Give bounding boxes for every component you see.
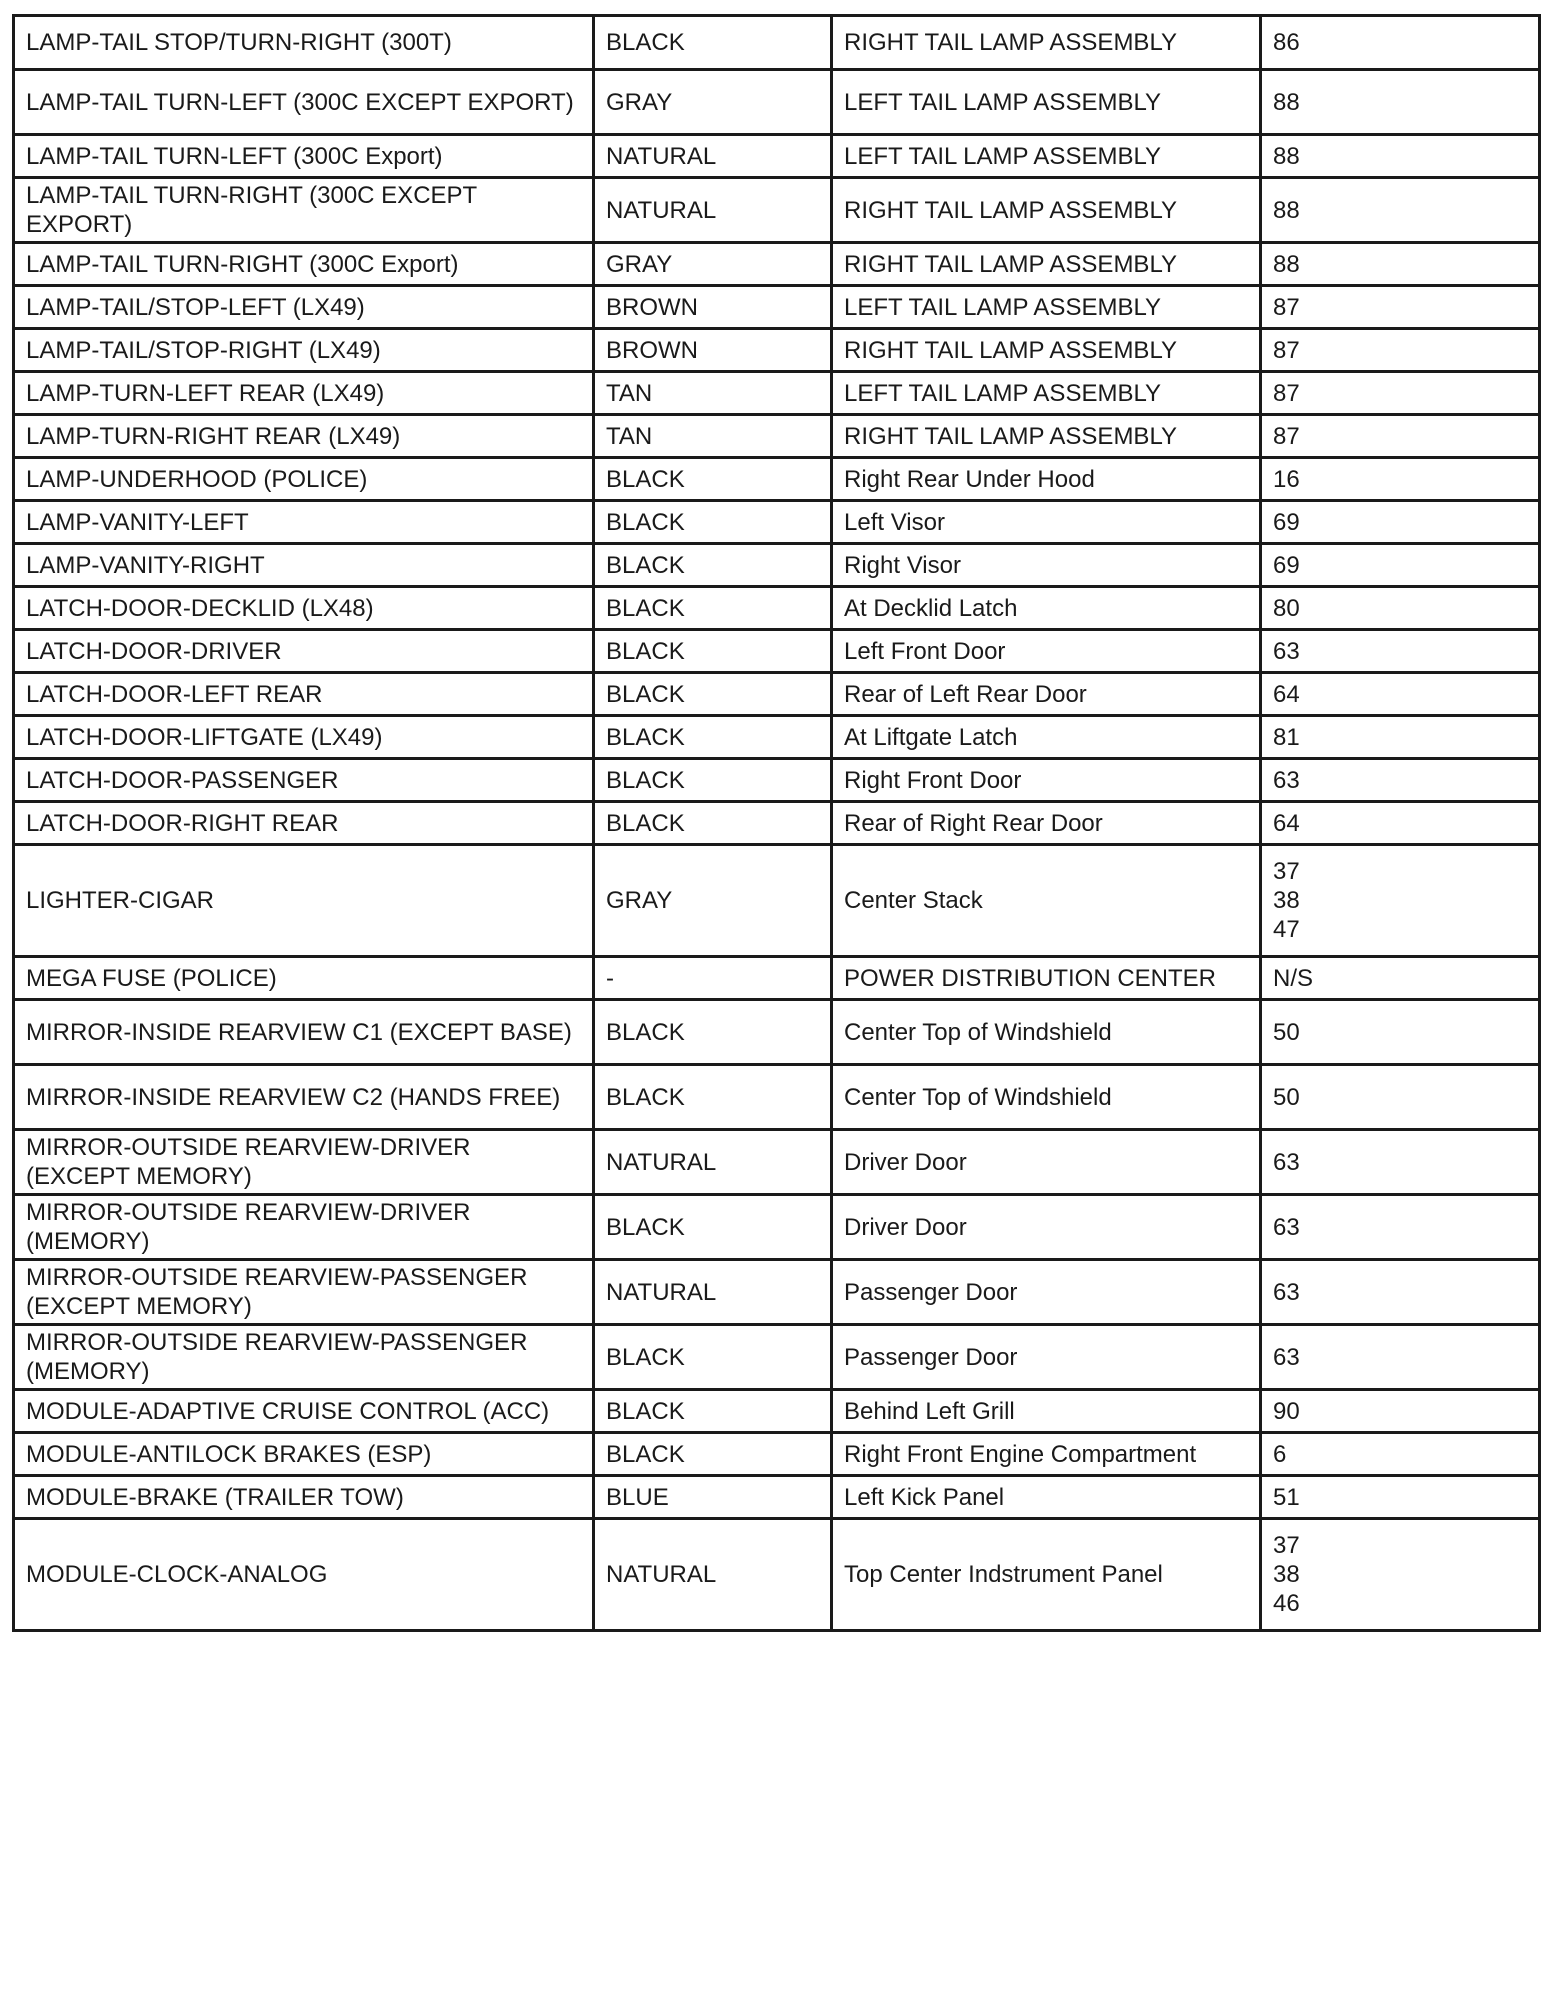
figure-number-cell xyxy=(1261,544,1540,587)
connector-color-cell: BLACK xyxy=(594,1065,832,1130)
figure-number: 50 xyxy=(1273,1083,1300,1111)
figure-number-cell xyxy=(1261,178,1540,243)
figure-number-cell xyxy=(1261,1195,1540,1260)
figure-number-cell xyxy=(1261,1260,1540,1325)
connector-location-cell: Top Center Indstrument Panel xyxy=(832,1519,1261,1631)
connector-location-cell: Right Rear Under Hood xyxy=(832,458,1261,501)
table-row xyxy=(14,587,1540,630)
table-row xyxy=(14,70,1540,135)
connector-location-cell: LEFT TAIL LAMP ASSEMBLY xyxy=(832,372,1261,415)
figure-number: 38 xyxy=(1273,1561,1300,1588)
figure-number: 88 xyxy=(1273,142,1300,170)
connector-name-cell: MIRROR-OUTSIDE REARVIEW-DRIVER (MEMORY) xyxy=(14,1195,594,1260)
figure-number: 90 xyxy=(1273,1397,1300,1425)
table-row xyxy=(14,415,1540,458)
connector-location-cell: RIGHT TAIL LAMP ASSEMBLY xyxy=(832,16,1261,70)
figure-number-cell xyxy=(1261,286,1540,329)
connector-color-cell: GRAY xyxy=(594,845,832,957)
figure-number-cell xyxy=(1261,1476,1540,1519)
connector-color-cell: BROWN xyxy=(594,329,832,372)
table-row xyxy=(14,759,1540,802)
connector-color-cell: BLACK xyxy=(594,587,832,630)
figure-number: 64 xyxy=(1273,809,1300,837)
connector-name-cell: LAMP-TAIL TURN-RIGHT (300C Export) xyxy=(14,243,594,286)
connector-name-cell: MIRROR-INSIDE REARVIEW C2 (HANDS FREE) xyxy=(14,1065,594,1130)
connector-location-cell: Rear of Right Rear Door xyxy=(832,802,1261,845)
connector-location-cell: Right Front Door xyxy=(832,759,1261,802)
table-body xyxy=(14,16,1540,1631)
connector-color-cell: BLACK xyxy=(594,802,832,845)
figure-number-cell xyxy=(1261,630,1540,673)
connector-name-cell: MODULE-CLOCK-ANALOG xyxy=(14,1519,594,1631)
connector-color-cell: BROWN xyxy=(594,286,832,329)
table-row xyxy=(14,957,1540,1000)
figure-number: 69 xyxy=(1273,508,1300,536)
figure-number: 88 xyxy=(1273,196,1300,224)
figure-number: 63 xyxy=(1273,1278,1300,1306)
table-row xyxy=(14,1433,1540,1476)
connector-location-cell: RIGHT TAIL LAMP ASSEMBLY xyxy=(832,243,1261,286)
table-row xyxy=(14,544,1540,587)
figure-number-cell xyxy=(1261,957,1540,1000)
figure-number-cell xyxy=(1261,458,1540,501)
table-row xyxy=(14,1065,1540,1130)
table-row xyxy=(14,1000,1540,1065)
connector-name-cell: LAMP-VANITY-RIGHT xyxy=(14,544,594,587)
table-row xyxy=(14,329,1540,372)
table-row xyxy=(14,673,1540,716)
connector-color-cell: - xyxy=(594,957,832,1000)
figure-number-cell xyxy=(1261,501,1540,544)
table-row xyxy=(14,135,1540,178)
figure-number: 87 xyxy=(1273,379,1300,407)
connector-location-cell: LEFT TAIL LAMP ASSEMBLY xyxy=(832,135,1261,178)
figure-number: 37 xyxy=(1273,1532,1300,1559)
connector-name-cell: LATCH-DOOR-RIGHT REAR xyxy=(14,802,594,845)
connector-color-cell: BLACK xyxy=(594,1433,832,1476)
connector-color-cell: NATURAL xyxy=(594,1519,832,1631)
connector-color-cell: BLUE xyxy=(594,1476,832,1519)
connector-name-cell: MIRROR-INSIDE REARVIEW C1 (EXCEPT BASE) xyxy=(14,1000,594,1065)
connector-color-cell: BLACK xyxy=(594,458,832,501)
figure-number: 6 xyxy=(1273,1440,1287,1468)
figure-number-cell xyxy=(1261,673,1540,716)
table-row xyxy=(14,716,1540,759)
table-row xyxy=(14,178,1540,243)
connector-location-cell: RIGHT TAIL LAMP ASSEMBLY xyxy=(832,329,1261,372)
figure-number: 80 xyxy=(1273,594,1300,622)
figure-number: 50 xyxy=(1273,1018,1300,1046)
figure-number: 63 xyxy=(1273,1343,1300,1371)
figure-number-cell xyxy=(1261,1065,1540,1130)
figure-number-cell xyxy=(1261,1390,1540,1433)
connector-location-cell: RIGHT TAIL LAMP ASSEMBLY xyxy=(832,178,1261,243)
connector-color-cell: BLACK xyxy=(594,759,832,802)
figure-number-cell xyxy=(1261,759,1540,802)
connector-name-cell: LATCH-DOOR-PASSENGER xyxy=(14,759,594,802)
connector-location-cell: POWER DISTRIBUTION CENTER xyxy=(832,957,1261,1000)
connector-color-cell: NATURAL xyxy=(594,1260,832,1325)
table-row xyxy=(14,1390,1540,1433)
connector-name-cell: LAMP-TAIL TURN-RIGHT (300C EXCEPT EXPORT) xyxy=(14,178,594,243)
figure-number: 51 xyxy=(1273,1483,1300,1511)
connector-name-cell: MIRROR-OUTSIDE REARVIEW-PASSENGER (EXCEPT MEMORY) xyxy=(14,1260,594,1325)
connector-name-cell: MODULE-ANTILOCK BRAKES (ESP) xyxy=(14,1433,594,1476)
connector-location-cell: Right Front Engine Compartment xyxy=(832,1433,1261,1476)
table-row xyxy=(14,16,1540,70)
figure-number-cell xyxy=(1261,845,1540,957)
connector-name-cell: LAMP-TAIL/STOP-RIGHT (LX49) xyxy=(14,329,594,372)
connector-color-cell: BLACK xyxy=(594,716,832,759)
connector-location-cell: Center Top of Windshield xyxy=(832,1065,1261,1130)
connector-location-cell: Driver Door xyxy=(832,1195,1261,1260)
connector-name-cell: LAMP-TAIL/STOP-LEFT (LX49) xyxy=(14,286,594,329)
connector-location-cell: Passenger Door xyxy=(832,1260,1261,1325)
figure-number: 63 xyxy=(1273,1213,1300,1241)
figure-number: 88 xyxy=(1273,88,1300,116)
connector-location-cell: LEFT TAIL LAMP ASSEMBLY xyxy=(832,70,1261,135)
figure-number-cell xyxy=(1261,802,1540,845)
figure-number: 47 xyxy=(1273,916,1300,943)
connector-location-cell: Rear of Left Rear Door xyxy=(832,673,1261,716)
figure-number-cell xyxy=(1261,1519,1540,1631)
table-row xyxy=(14,286,1540,329)
figure-number: 81 xyxy=(1273,723,1300,751)
connector-name-cell: MODULE-BRAKE (TRAILER TOW) xyxy=(14,1476,594,1519)
connector-name-cell: LATCH-DOOR-LEFT REAR xyxy=(14,673,594,716)
connector-name-cell: MIRROR-OUTSIDE REARVIEW-PASSENGER (MEMORY) xyxy=(14,1325,594,1390)
connector-name-cell: LATCH-DOOR-DRIVER xyxy=(14,630,594,673)
connector-color-cell: BLACK xyxy=(594,544,832,587)
connector-name-cell: LAMP-TAIL TURN-LEFT (300C Export) xyxy=(14,135,594,178)
connector-name-cell: LAMP-VANITY-LEFT xyxy=(14,501,594,544)
figure-number: 63 xyxy=(1273,1148,1300,1176)
connector-color-cell: NATURAL xyxy=(594,135,832,178)
figure-number: 87 xyxy=(1273,422,1300,450)
figure-number-cell xyxy=(1261,1433,1540,1476)
connector-color-cell: TAN xyxy=(594,415,832,458)
connector-location-cell: At Decklid Latch xyxy=(832,587,1261,630)
table-row xyxy=(14,1260,1540,1325)
connector-color-cell: BLACK xyxy=(594,1325,832,1390)
table-row xyxy=(14,458,1540,501)
figure-number-cell xyxy=(1261,587,1540,630)
connector-color-cell: BLACK xyxy=(594,673,832,716)
connector-location-cell: Behind Left Grill xyxy=(832,1390,1261,1433)
figure-number-cell xyxy=(1261,372,1540,415)
connector-location-cell: Right Visor xyxy=(832,544,1261,587)
figure-number: 38 xyxy=(1273,887,1300,914)
table-row xyxy=(14,372,1540,415)
table-row xyxy=(14,802,1540,845)
figure-number: 63 xyxy=(1273,766,1300,794)
connector-color-cell: NATURAL xyxy=(594,178,832,243)
connector-location-cell: Left Visor xyxy=(832,501,1261,544)
connector-name-cell: LATCH-DOOR-LIFTGATE (LX49) xyxy=(14,716,594,759)
figure-number: 37 xyxy=(1273,858,1300,885)
connector-color-cell: GRAY xyxy=(594,243,832,286)
table-row xyxy=(14,1325,1540,1390)
connector-location-cell: Center Stack xyxy=(832,845,1261,957)
figure-number-cell xyxy=(1261,329,1540,372)
connector-name-cell: MODULE-ADAPTIVE CRUISE CONTROL (ACC) xyxy=(14,1390,594,1433)
figure-number-cell xyxy=(1261,716,1540,759)
figure-number-cell xyxy=(1261,16,1540,70)
connector-color-cell: BLACK xyxy=(594,630,832,673)
figure-number: 87 xyxy=(1273,336,1300,364)
connector-name-cell: LIGHTER-CIGAR xyxy=(14,845,594,957)
connector-location-cell: Center Top of Windshield xyxy=(832,1000,1261,1065)
table-row xyxy=(14,630,1540,673)
figure-number-cell xyxy=(1261,135,1540,178)
connector-color-cell: BLACK xyxy=(594,16,832,70)
connector-color-cell: BLACK xyxy=(594,1000,832,1065)
figure-number-cell xyxy=(1261,1325,1540,1390)
connector-table xyxy=(12,14,1541,1632)
connector-name-cell: MEGA FUSE (POLICE) xyxy=(14,957,594,1000)
figure-number: 46 xyxy=(1273,1590,1300,1617)
connector-color-cell: BLACK xyxy=(594,501,832,544)
figure-number-cell xyxy=(1261,243,1540,286)
figure-number-cell xyxy=(1261,70,1540,135)
connector-name-cell: LAMP-TURN-LEFT REAR (LX49) xyxy=(14,372,594,415)
connector-location-cell: Left Front Door xyxy=(832,630,1261,673)
figure-number-cell xyxy=(1261,1130,1540,1195)
table-row xyxy=(14,1130,1540,1195)
figure-number: 86 xyxy=(1273,29,1300,56)
connector-name-cell: LAMP-TAIL TURN-LEFT (300C EXCEPT EXPORT) xyxy=(14,70,594,135)
figure-number: 87 xyxy=(1273,293,1300,321)
connector-name-cell: MIRROR-OUTSIDE REARVIEW-DRIVER (EXCEPT MEMORY) xyxy=(14,1130,594,1195)
connector-color-cell: GRAY xyxy=(594,70,832,135)
figure-number: 88 xyxy=(1273,250,1300,278)
table-row xyxy=(14,845,1540,957)
connector-location-cell: At Liftgate Latch xyxy=(832,716,1261,759)
connector-name-cell: LAMP-TURN-RIGHT REAR (LX49) xyxy=(14,415,594,458)
connector-color-cell: TAN xyxy=(594,372,832,415)
figure-number-cell xyxy=(1261,1000,1540,1065)
figure-number-cell xyxy=(1261,415,1540,458)
table-row xyxy=(14,1476,1540,1519)
connector-location-cell: Driver Door xyxy=(832,1130,1261,1195)
figure-number: 69 xyxy=(1273,551,1300,579)
connector-name-cell: LAMP-UNDERHOOD (POLICE) xyxy=(14,458,594,501)
table-row xyxy=(14,243,1540,286)
table-row xyxy=(14,1519,1540,1631)
connector-color-cell: NATURAL xyxy=(594,1130,832,1195)
connector-name-cell: LATCH-DOOR-DECKLID (LX48) xyxy=(14,587,594,630)
figure-number: N/S xyxy=(1273,964,1314,992)
connector-name-cell: LAMP-TAIL STOP/TURN-RIGHT (300T) xyxy=(14,16,594,70)
figure-number: 64 xyxy=(1273,680,1300,708)
connector-location-cell: Passenger Door xyxy=(832,1325,1261,1390)
table-row xyxy=(14,501,1540,544)
connector-location-cell: Left Kick Panel xyxy=(832,1476,1261,1519)
connector-color-cell: BLACK xyxy=(594,1195,832,1260)
figure-number: 63 xyxy=(1273,637,1300,665)
figure-number: 16 xyxy=(1273,465,1300,493)
connector-location-cell: RIGHT TAIL LAMP ASSEMBLY xyxy=(832,415,1261,458)
connector-color-cell: BLACK xyxy=(594,1390,832,1433)
table-row xyxy=(14,1195,1540,1260)
connector-location-cell: LEFT TAIL LAMP ASSEMBLY xyxy=(832,286,1261,329)
